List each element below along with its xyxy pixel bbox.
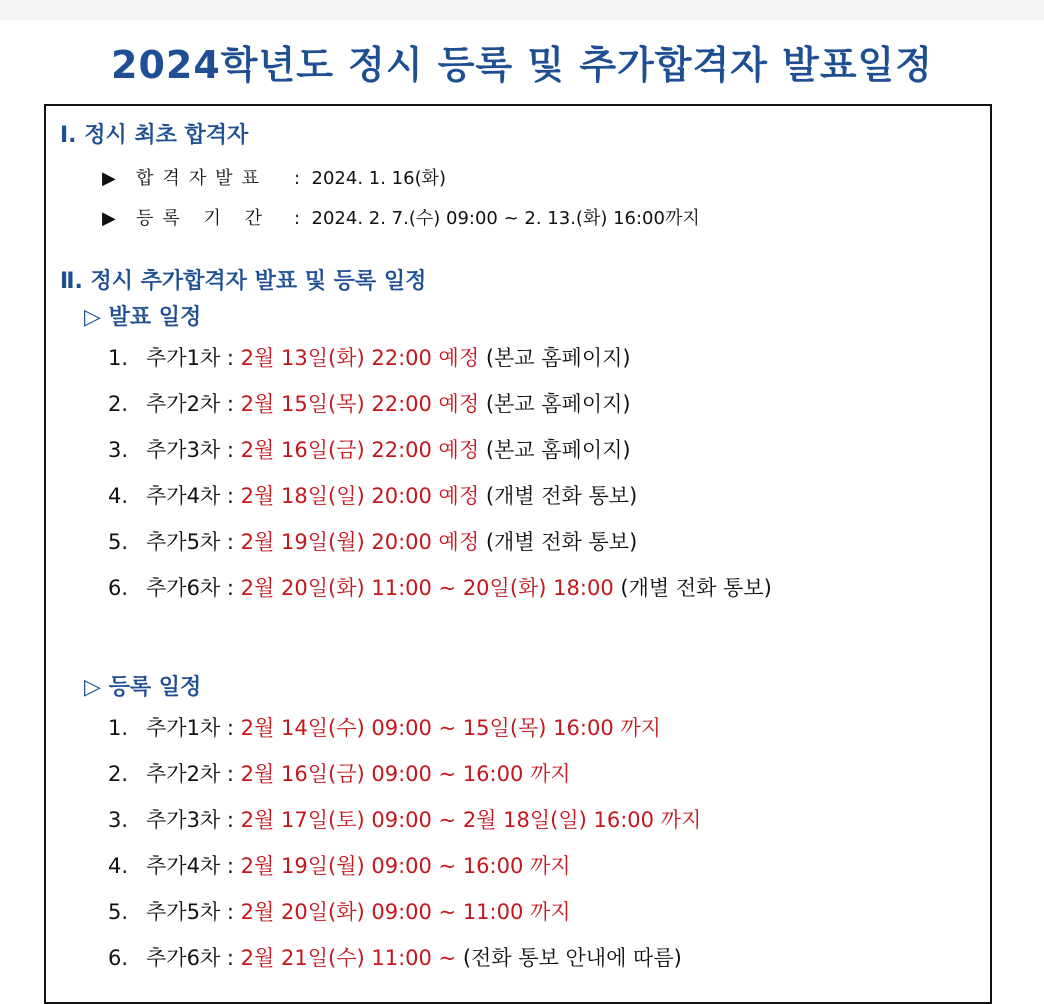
- item-sep: :: [226, 762, 234, 786]
- item-sep: :: [226, 392, 234, 416]
- item-label: 추가1차: [146, 716, 221, 740]
- row-sep: :: [294, 208, 301, 229]
- item-number: 4.: [108, 854, 129, 878]
- item-label: 추가3차: [146, 808, 221, 832]
- item-label: 추가2차: [146, 762, 221, 786]
- item-date: 2월 21일(수) 11:00 ~: [240, 946, 457, 970]
- item-label: 추가6차: [146, 576, 221, 600]
- item-sep: :: [226, 484, 234, 508]
- item-date: 2월 18일(일) 20:00 예정: [240, 484, 480, 508]
- register-item: [108, 896, 571, 926]
- row-value: 2024. 2. 7.(수) 09:00 ~ 2. 13.(화) 16:00까지: [311, 208, 700, 229]
- announce-item: [108, 434, 631, 464]
- item-number: 6.: [108, 946, 129, 970]
- item-note: (본교 홈페이지): [485, 438, 631, 462]
- announce-item: [108, 572, 772, 602]
- item-date: 2월 20일(화) 09:00 ~ 11:00 까지: [240, 900, 571, 924]
- item-date: 2월 19일(월) 09:00 ~ 16:00 까지: [240, 854, 571, 878]
- item-sep: :: [226, 576, 234, 600]
- item-label: 추가2차: [146, 392, 221, 416]
- register-item: [108, 712, 661, 742]
- item-number: 5.: [108, 900, 129, 924]
- item-note: (본교 홈페이지): [485, 346, 631, 370]
- item-sep: :: [226, 946, 234, 970]
- announce-item: [108, 342, 631, 372]
- section1-heading: Ⅰ. 정시 최초 합격자: [60, 123, 249, 148]
- item-note: (개별 전화 통보): [485, 530, 638, 554]
- item-label: 추가4차: [146, 854, 221, 878]
- item-label: 추가4차: [146, 484, 221, 508]
- play-icon: ▶: [102, 168, 116, 189]
- item-number: 2.: [108, 392, 129, 416]
- item-label: 추가1차: [146, 346, 221, 370]
- schedule-box: [44, 104, 992, 1004]
- item-number: 4.: [108, 484, 129, 508]
- section1-row-announce: [102, 164, 446, 190]
- item-label: 추가3차: [146, 438, 221, 462]
- row-label: 등록 기 간: [136, 208, 271, 229]
- item-sep: :: [226, 716, 234, 740]
- item-number: 1.: [108, 346, 129, 370]
- register-item: [108, 804, 701, 834]
- item-date: 2월 16일(금) 09:00 ~ 16:00 까지: [240, 762, 571, 786]
- row-sep: :: [294, 168, 301, 189]
- item-label: 추가6차: [146, 946, 221, 970]
- announce-item: [108, 480, 637, 510]
- section1-row-period: [102, 204, 700, 230]
- item-note: (개별 전화 통보): [485, 484, 638, 508]
- item-sep: :: [226, 530, 234, 554]
- section2-heading: Ⅱ. 정시 추가합격자 발표 및 등록 일정: [60, 269, 427, 294]
- item-number: 1.: [108, 716, 129, 740]
- item-note: (전화 통보 안내에 따름): [462, 946, 682, 970]
- item-date: 2월 15일(목) 22:00 예정: [240, 392, 480, 416]
- announce-heading: ▷ 발표 일정: [84, 305, 202, 330]
- item-number: 5.: [108, 530, 129, 554]
- item-date: 2월 14일(수) 09:00 ~ 15일(목) 16:00 까지: [240, 716, 661, 740]
- register-heading: ▷ 등록 일정: [84, 675, 202, 700]
- play-icon: ▶: [102, 208, 116, 229]
- item-date: 2월 17일(토) 09:00 ~ 2월 18일(일) 16:00 까지: [240, 808, 702, 832]
- item-date: 2월 13일(화) 22:00 예정: [240, 346, 480, 370]
- row-label: 합격자발표: [136, 168, 268, 189]
- row-value: 2024. 1. 16(화): [311, 168, 447, 189]
- item-sep: :: [226, 900, 234, 924]
- register-item: [108, 850, 571, 880]
- item-date: 2월 16일(금) 22:00 예정: [240, 438, 480, 462]
- item-number: 3.: [108, 808, 129, 832]
- item-number: 2.: [108, 762, 129, 786]
- item-label: 추가5차: [146, 900, 221, 924]
- item-number: 3.: [108, 438, 129, 462]
- top-strip: [0, 0, 1044, 20]
- item-date: 2월 19일(월) 20:00 예정: [240, 530, 480, 554]
- item-number: 6.: [108, 576, 129, 600]
- item-label: 추가5차: [146, 530, 221, 554]
- register-item: [108, 942, 682, 972]
- page-title: 2024학년도 정시 등록 및 추가합격자 발표일정: [111, 43, 933, 87]
- register-item: [108, 758, 571, 788]
- item-note: (본교 홈페이지): [485, 392, 631, 416]
- item-date: 2월 20일(화) 11:00 ~ 20일(화) 18:00: [240, 576, 614, 600]
- item-sep: :: [226, 808, 234, 832]
- announce-item: [108, 388, 631, 418]
- announce-item: [108, 526, 637, 556]
- item-sep: :: [226, 438, 234, 462]
- item-sep: :: [226, 346, 234, 370]
- item-note: (개별 전화 통보): [620, 576, 772, 600]
- item-sep: :: [226, 854, 234, 878]
